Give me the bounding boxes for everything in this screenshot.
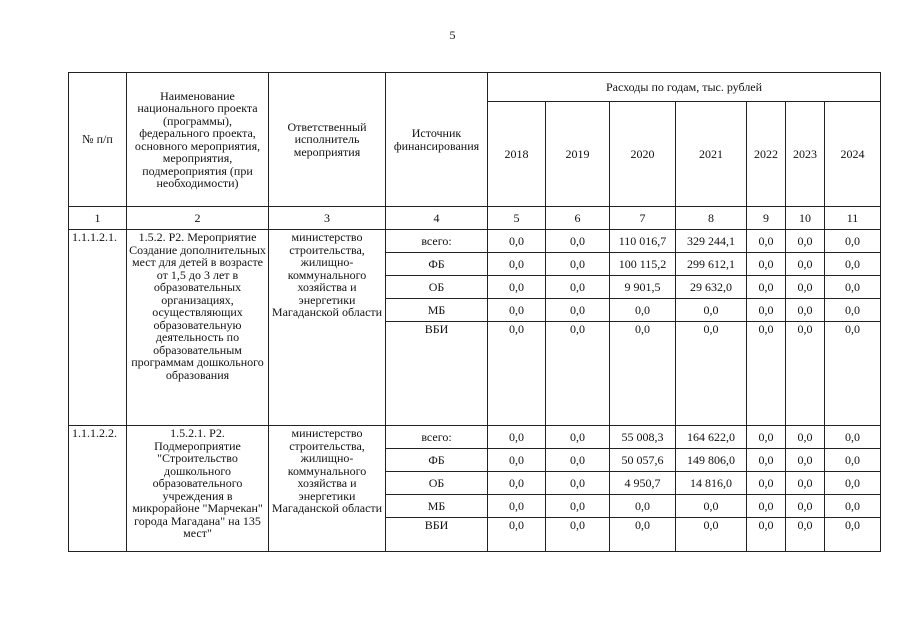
value-cell: 110 016,7: [610, 230, 676, 253]
value-cell: 329 244,1: [676, 230, 747, 253]
value-cell: 100 115,2: [610, 253, 676, 276]
value-cell: 0,0: [676, 299, 747, 322]
column-number: 11: [825, 207, 881, 230]
column-number: 5: [488, 207, 546, 230]
value-cell: 0,0: [825, 518, 881, 552]
value-cell: 0,0: [546, 449, 610, 472]
value-cell: 0,0: [747, 495, 786, 518]
value-cell: 0,0: [747, 253, 786, 276]
value-cell: 0,0: [747, 276, 786, 299]
value-cell: 0,0: [747, 472, 786, 495]
value-cell: 0,0: [786, 518, 825, 552]
value-cell: 0,0: [488, 276, 546, 299]
value-cell: 0,0: [676, 495, 747, 518]
value-cell: 0,0: [546, 472, 610, 495]
value-cell: 0,0: [546, 518, 610, 552]
value-cell: 0,0: [546, 495, 610, 518]
header-year: 2021: [676, 102, 747, 207]
value-cell: 164 622,0: [676, 426, 747, 449]
value-cell: 0,0: [747, 449, 786, 472]
value-cell: 0,0: [786, 472, 825, 495]
value-cell: 0,0: [786, 253, 825, 276]
value-cell: 0,0: [825, 322, 881, 426]
value-cell: 0,0: [825, 449, 881, 472]
source-cell: МБ: [386, 299, 488, 322]
value-cell: 0,0: [786, 299, 825, 322]
row-responsible: министерство строительства, жилищно-коммунального хозяйства и энергетики Магаданской области: [269, 230, 386, 426]
value-cell: 0,0: [747, 322, 786, 426]
value-cell: 0,0: [825, 472, 881, 495]
header-year: 2024: [825, 102, 881, 207]
column-number: 9: [747, 207, 786, 230]
table-row: [69, 426, 881, 449]
value-cell: 0,0: [747, 299, 786, 322]
header-responsible: Ответственный исполнитель мероприятия: [269, 73, 386, 207]
value-cell: 0,0: [488, 253, 546, 276]
value-cell: 0,0: [488, 230, 546, 253]
header-num: № п/п: [69, 73, 127, 207]
source-cell: ВБИ: [386, 322, 488, 426]
value-cell: 0,0: [786, 495, 825, 518]
column-number: 2: [127, 207, 269, 230]
value-cell: 0,0: [676, 322, 747, 426]
value-cell: 0,0: [747, 426, 786, 449]
value-cell: 0,0: [747, 518, 786, 552]
value-cell: 0,0: [825, 230, 881, 253]
value-cell: 0,0: [610, 495, 676, 518]
value-cell: 14 816,0: [676, 472, 747, 495]
source-cell: МБ: [386, 495, 488, 518]
value-cell: 0,0: [610, 299, 676, 322]
value-cell: 0,0: [488, 449, 546, 472]
column-number: 7: [610, 207, 676, 230]
value-cell: 29 632,0: [676, 276, 747, 299]
value-cell: 50 057,6: [610, 449, 676, 472]
value-cell: 9 901,5: [610, 276, 676, 299]
page-number: 5: [449, 28, 456, 42]
column-number-row: [69, 207, 881, 230]
row-responsible: министерство строительства, жилищно-коммунального хозяйства и энергетики Магаданской области: [269, 426, 386, 552]
header-source: Источник финансирования: [386, 73, 488, 207]
row-code: 1.1.1.2.2.: [69, 426, 127, 552]
column-number: 8: [676, 207, 747, 230]
value-cell: 0,0: [786, 322, 825, 426]
header-expenses: Расходы по годам, тыс. рублей: [488, 73, 881, 102]
value-cell: 0,0: [786, 449, 825, 472]
header-year: 2019: [546, 102, 610, 207]
header-year: 2018: [488, 102, 546, 207]
value-cell: 0,0: [825, 253, 881, 276]
table-row: [69, 230, 881, 253]
value-cell: 0,0: [488, 426, 546, 449]
column-number: 4: [386, 207, 488, 230]
value-cell: 0,0: [546, 230, 610, 253]
value-cell: 4 950,7: [610, 472, 676, 495]
source-cell: всего:: [386, 230, 488, 253]
header-name: Наименование национального проекта (программы), федерального проекта, основного мероприятия, мероприятия, подмероприятия (при необходимости): [127, 73, 269, 207]
source-cell: ВБИ: [386, 518, 488, 552]
source-cell: ФБ: [386, 449, 488, 472]
row-name: 1.5.2.1. Р2. Подмероприятие "Строительство дошкольного образовательного учреждения в микрорайоне "Марчекан" города Магадана" на 135 мест": [127, 426, 269, 552]
column-number: 3: [269, 207, 386, 230]
value-cell: 299 612,1: [676, 253, 747, 276]
value-cell: 0,0: [825, 426, 881, 449]
value-cell: 0,0: [786, 426, 825, 449]
header-year: 2020: [610, 102, 676, 207]
source-cell: ОБ: [386, 472, 488, 495]
value-cell: 0,0: [488, 322, 546, 426]
row-code: 1.1.1.2.1.: [69, 230, 127, 426]
value-cell: 0,0: [786, 276, 825, 299]
value-cell: 0,0: [546, 426, 610, 449]
value-cell: 0,0: [825, 276, 881, 299]
value-cell: 0,0: [546, 299, 610, 322]
header-year: 2023: [786, 102, 825, 207]
source-cell: всего:: [386, 426, 488, 449]
value-cell: 149 806,0: [676, 449, 747, 472]
source-cell: ОБ: [386, 276, 488, 299]
value-cell: 0,0: [488, 495, 546, 518]
row-name: 1.5.2. Р2. Мероприятие Создание дополнительных мест для детей в возрасте от 1,5 до 3 лет в образовательных организациях, осуществляющих образовательную деятельность по образовательным программам дошкольного образования: [127, 230, 269, 426]
value-cell: 0,0: [546, 276, 610, 299]
value-cell: 0,0: [488, 472, 546, 495]
financing-table: [68, 72, 881, 552]
column-number: 10: [786, 207, 825, 230]
value-cell: 0,0: [676, 518, 747, 552]
header-year: 2022: [747, 102, 786, 207]
value-cell: 0,0: [825, 495, 881, 518]
value-cell: 0,0: [546, 322, 610, 426]
value-cell: 0,0: [610, 518, 676, 552]
value-cell: 0,0: [747, 230, 786, 253]
value-cell: 0,0: [488, 299, 546, 322]
column-number: 1: [69, 207, 127, 230]
value-cell: 0,0: [825, 299, 881, 322]
value-cell: 55 008,3: [610, 426, 676, 449]
value-cell: 0,0: [488, 518, 546, 552]
value-cell: 0,0: [546, 253, 610, 276]
value-cell: 0,0: [610, 322, 676, 426]
value-cell: 0,0: [786, 230, 825, 253]
source-cell: ФБ: [386, 253, 488, 276]
column-number: 6: [546, 207, 610, 230]
